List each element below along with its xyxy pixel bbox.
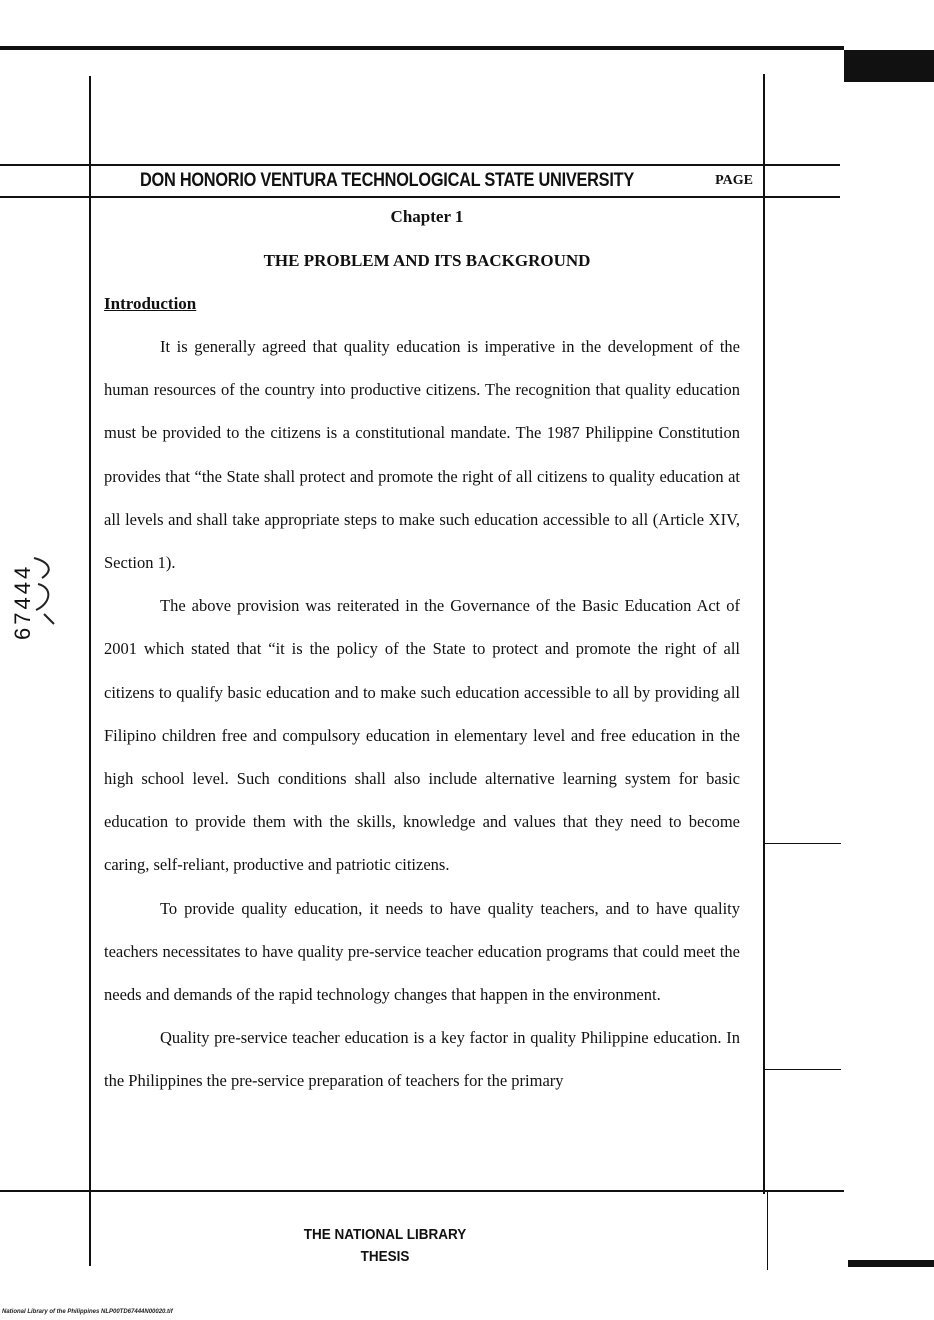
paragraph: It is generally agreed that quality education is imperative in the development of the human resources of the country into productive citizens. The recognition that quality education must be provided to the citizens is a constitutional mandate. The 1987 Philippine Constitution provides that “the State shall protect and promote the right of all citizens to quality education at all levels and shall take appropriate steps to make such education accessible to all (Article XIV, Section 1).	[104, 337, 740, 573]
scan-edge-tab	[844, 50, 934, 82]
paragraph: To provide quality education, it needs to have quality teachers, and to have quality teachers necessitates to have quality pre-service teacher education programs that could meet the needs and demands of the rapid technology changes that happen in the environment.	[104, 898, 740, 1005]
paragraph: Quality pre-service teacher education is a key factor in quality Philippine education. In the Philippines the pre-service preparation of teachers for the primary	[104, 1028, 740, 1091]
chapter-title: THE PROBLEM AND ITS BACKGROUND	[263, 251, 591, 270]
top-border-line	[0, 46, 844, 50]
right-tick-line-1	[763, 843, 841, 844]
accession-stamp: 67444	[10, 563, 35, 640]
section-heading: Introduction	[104, 294, 197, 313]
library-stamp	[291, 1224, 480, 1268]
chapter-number: Chapter 1	[390, 207, 464, 226]
footer-line	[0, 1190, 844, 1192]
university-header	[90, 168, 765, 196]
header-bottom-line	[0, 196, 840, 198]
scan-edge-bar	[848, 1260, 934, 1267]
page-label: PAGE	[715, 173, 753, 188]
right-tick-line-2	[763, 1069, 841, 1070]
footer-right-line	[767, 1190, 768, 1270]
header-top-line	[0, 164, 840, 166]
handwritten-initials	[24, 548, 64, 628]
thesis-label: THESIS	[360, 1248, 410, 1265]
right-margin-line	[763, 74, 765, 1194]
left-margin-line	[89, 76, 91, 1266]
library-name: THE NATIONAL LIBRARY	[303, 1226, 467, 1243]
scan-caption: National Library of the Philippines NLP00TD67444N00020.tif	[2, 1309, 173, 1315]
body-text	[104, 325, 740, 1103]
university-name: DON HONORIO VENTURA TECHNOLOGICAL STATE UNIVERSITY	[140, 170, 634, 191]
paragraph: The above provision was reiterated in the Governance of the Basic Education Act of 2001 which stated that “it is the policy of the State to protect and promote the right of all citizens to qualify basic education and to make such education accessible to all by providing all Filipino children free and compulsory education in elementary level and free education in the high school level. Such conditions shall also include alternative learning system for basic education to provide them with the skills, knowledge and values that they need to become caring, self-reliant, productive and patriotic citizens.	[104, 596, 740, 875]
